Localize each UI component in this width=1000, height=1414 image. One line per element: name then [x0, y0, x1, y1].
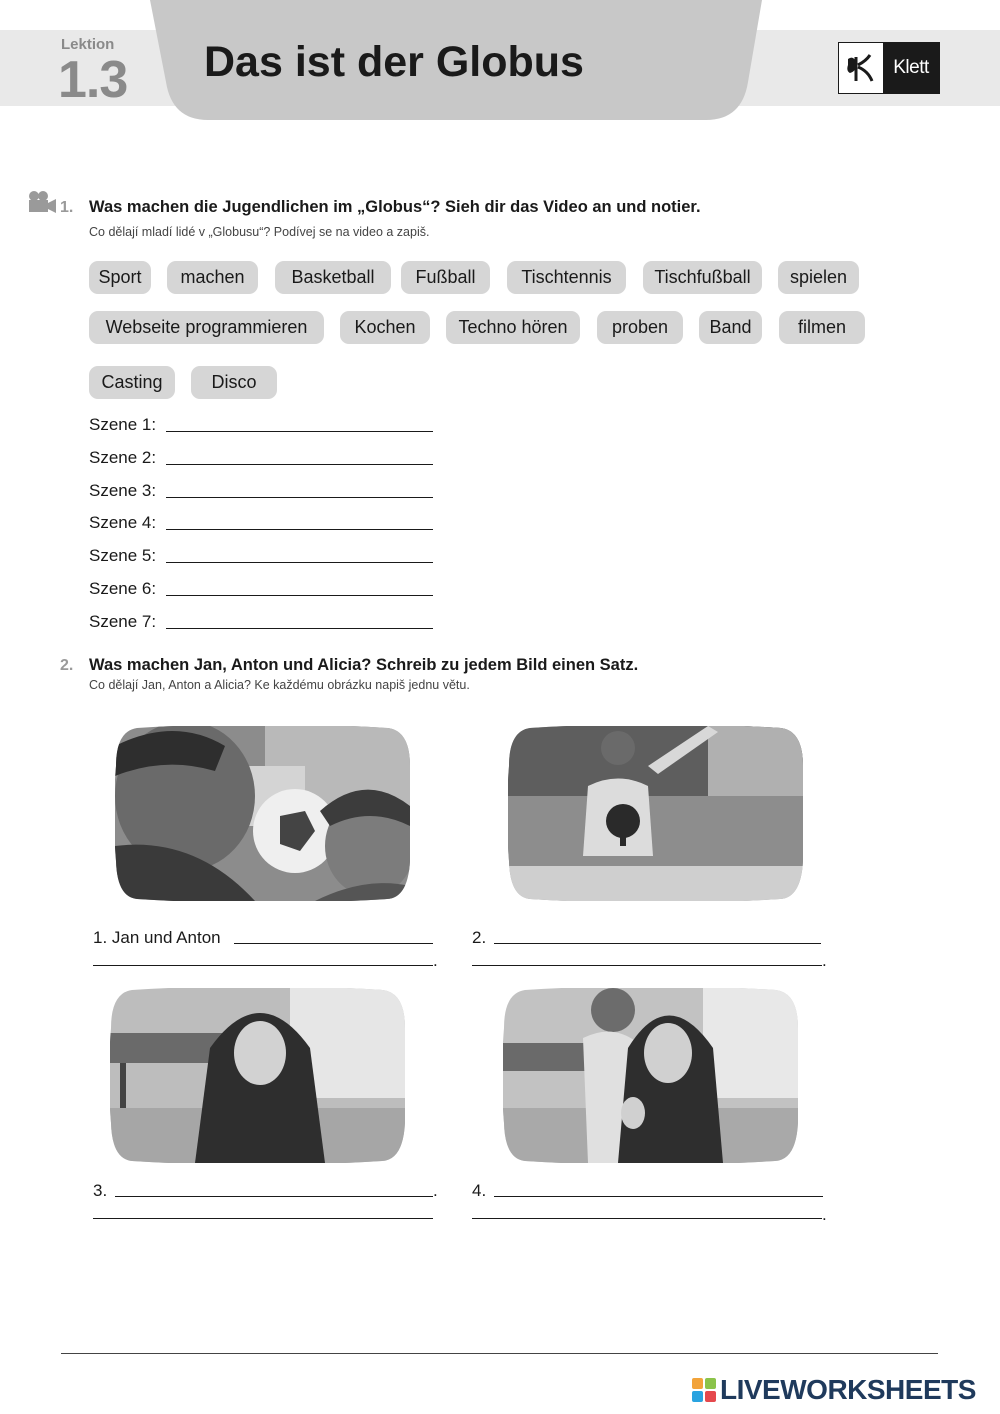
- answer-1-period: .: [433, 951, 438, 970]
- word-chip[interactable]: filmen: [779, 311, 865, 344]
- task-2-instruction: Was machen Jan, Anton und Alicia? Schreib zu jedem Bild einen Satz.: [89, 656, 639, 674]
- page-title: Das ist der Globus: [204, 38, 584, 86]
- scene-label: Szene 2:: [89, 447, 157, 467]
- answer-3-prefix: 3.: [93, 1181, 108, 1200]
- answer-4-period: .: [822, 1205, 827, 1224]
- scene-answer-line[interactable]: [166, 562, 433, 563]
- word-chip[interactable]: Fußball: [401, 261, 490, 294]
- word-chip[interactable]: machen: [167, 261, 258, 294]
- word-chip[interactable]: Webseite programmieren: [89, 311, 324, 344]
- task-2-number: 2.: [60, 657, 74, 674]
- video-camera-icon: [28, 190, 58, 214]
- scene-answer-line[interactable]: [166, 497, 433, 498]
- scene-label: Szene 5:: [89, 546, 157, 566]
- scene-label: Szene 7:: [89, 611, 157, 631]
- lesson-number: 1.3: [58, 51, 128, 109]
- publisher-logo: [838, 42, 940, 94]
- word-chip[interactable]: Tischfußball: [643, 261, 762, 294]
- scene-answer-line[interactable]: [166, 595, 433, 596]
- klett-emblem-icon: [839, 43, 883, 93]
- answer-1-line-b[interactable]: [93, 965, 433, 966]
- scene-answer-line[interactable]: [166, 529, 433, 530]
- scene-label: Szene 3:: [89, 480, 157, 500]
- word-chip[interactable]: Disco: [191, 366, 277, 399]
- answer-1-line-a[interactable]: [234, 943, 433, 944]
- answer-2-period: .: [822, 951, 827, 970]
- word-chip[interactable]: Kochen: [340, 311, 430, 344]
- liveworksheets-grid-icon: [692, 1378, 716, 1402]
- task-1-instruction: Was machen die Jugendlichen im „Globus“? Sieh dir das Video an und notier.: [89, 198, 701, 216]
- photo-boy-and-girl: [503, 988, 798, 1163]
- scene-answer-line[interactable]: [166, 431, 433, 432]
- scene-label: Szene 4:: [89, 513, 157, 533]
- word-chip[interactable]: Sport: [89, 261, 151, 294]
- word-chip[interactable]: Tischtennis: [507, 261, 626, 294]
- answer-3-line-a[interactable]: [115, 1196, 433, 1197]
- answer-2-line-a[interactable]: [494, 943, 821, 944]
- photo-boy-table-tennis: [508, 726, 803, 901]
- liveworksheets-brand: LIVEWORKSHEETS: [720, 1374, 976, 1405]
- photo-boys-football: [115, 726, 410, 901]
- answer-1-prefix: 1. Jan und Anton: [93, 928, 221, 947]
- answer-4-line-b[interactable]: [472, 1218, 822, 1219]
- footer-divider: [61, 1353, 938, 1354]
- task-2-translation: Co dělají Jan, Anton a Alicia? Ke každému obrázku napiš jednu větu.: [89, 678, 470, 692]
- word-chip[interactable]: proben: [597, 311, 683, 344]
- word-chip[interactable]: Basketball: [275, 261, 391, 294]
- lesson-label: Lektion: [61, 36, 115, 53]
- word-chip[interactable]: spielen: [778, 261, 859, 294]
- answer-2-line-b[interactable]: [472, 965, 822, 966]
- word-chip[interactable]: Techno hören: [446, 311, 580, 344]
- scene-label: Szene 6:: [89, 579, 157, 598]
- answer-2-prefix: 2.: [472, 928, 487, 947]
- task-1-number: 1.: [60, 199, 74, 216]
- answer-4-prefix: 4.: [472, 1181, 487, 1200]
- task-1-translation: Co dělají mladí lidé v „Globusu“? Podívej se na video a zapiš.: [89, 225, 430, 239]
- answer-3-period: .: [433, 1181, 438, 1200]
- word-chip[interactable]: Band: [699, 311, 762, 344]
- scene-answer-line[interactable]: [166, 464, 433, 465]
- liveworksheets-logo: [692, 1374, 976, 1406]
- word-chip[interactable]: Casting: [89, 366, 175, 399]
- photo-girl-smiling: [110, 988, 405, 1163]
- publisher-name: Klett: [883, 43, 939, 93]
- scene-label: Szene 1:: [89, 415, 157, 434]
- scene-answer-line[interactable]: [166, 628, 433, 629]
- answer-4-line-a[interactable]: [494, 1196, 823, 1197]
- answer-3-line-b[interactable]: [93, 1218, 433, 1219]
